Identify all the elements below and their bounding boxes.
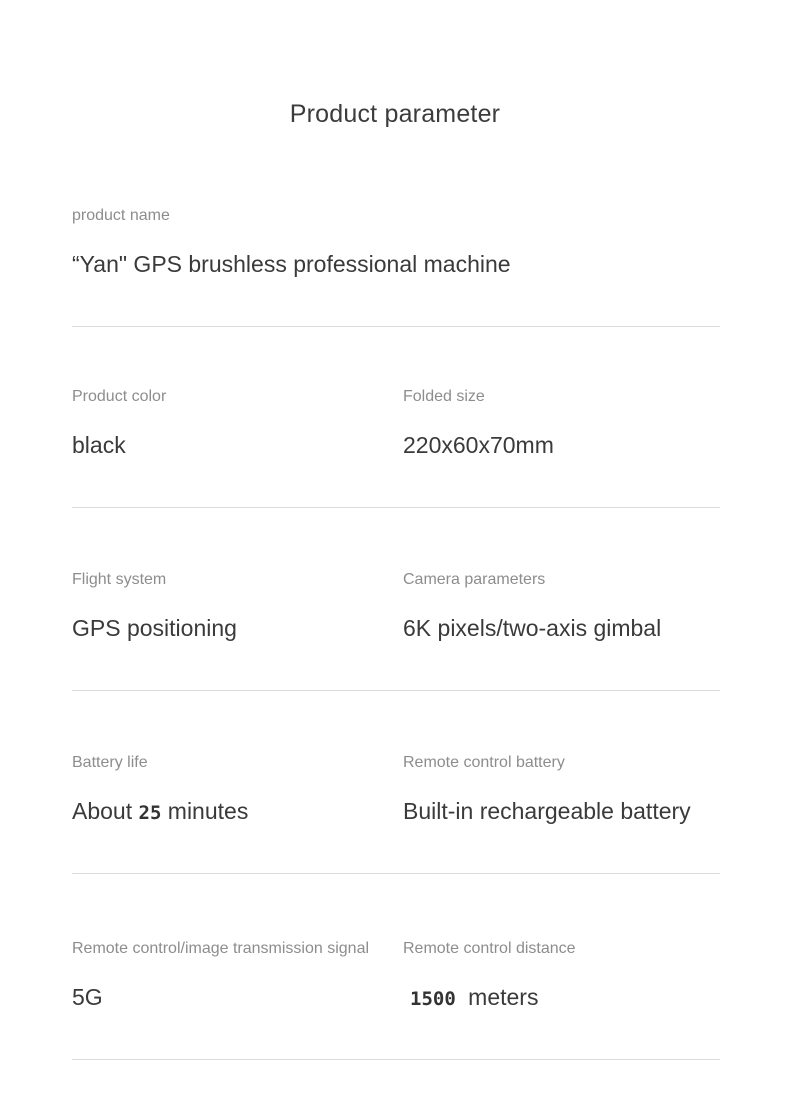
product-name-label: product name <box>72 207 170 224</box>
divider <box>72 873 720 874</box>
divider <box>72 326 720 327</box>
remote-control-distance-label: Remote control distance <box>403 940 576 957</box>
battery-life-suffix: minutes <box>167 798 249 824</box>
product-name-value: “Yan" GPS brushless professional machine <box>72 251 511 277</box>
remote-control-battery-label: Remote control battery <box>403 754 565 771</box>
battery-life-prefix: About <box>72 798 133 824</box>
remote-control-distance-value <box>410 984 538 1011</box>
flight-system-value: GPS positioning <box>72 615 237 641</box>
product-color-label: Product color <box>72 388 167 405</box>
camera-parameters-label: Camera parameters <box>403 571 546 588</box>
remote-control-distance-number: 1500 <box>410 988 456 1010</box>
folded-size-label: Folded size <box>403 388 485 405</box>
divider <box>72 690 720 691</box>
battery-life-label: Battery life <box>72 754 148 771</box>
flight-system-label: Flight system <box>72 571 167 588</box>
remote-control-battery-value: Built-in rechargeable battery <box>403 798 691 824</box>
product-color-value: black <box>72 432 126 458</box>
transmission-signal-label: Remote control/image transmission signal <box>72 940 370 957</box>
divider <box>72 1059 720 1060</box>
folded-size-value: 220x60x70mm <box>403 432 554 458</box>
page-title: Product parameter <box>289 100 501 128</box>
camera-parameters-value: 6K pixels/two-axis gimbal <box>403 615 662 641</box>
remote-control-distance-suffix: meters <box>468 984 539 1010</box>
battery-life-number: 25 <box>138 802 162 824</box>
divider <box>72 507 720 508</box>
transmission-signal-value: 5G <box>72 984 103 1010</box>
battery-life-value <box>72 798 248 825</box>
